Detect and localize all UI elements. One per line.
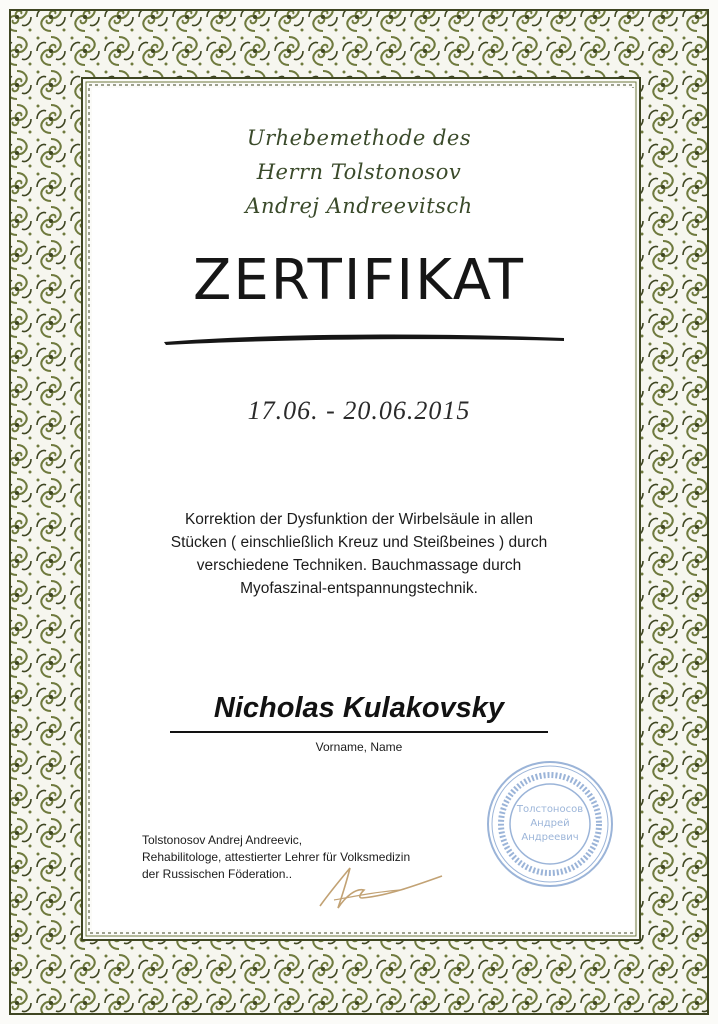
description-line: Korrektion der Dysfunktion der Wirbelsäule in allen: [184, 511, 534, 528]
header-line-2: Herrn Tolstonosov: [256, 160, 462, 184]
header-line-3: Andrej Andreevitsch: [245, 194, 473, 218]
stamp-text: Андреевич: [521, 832, 579, 843]
description-line: Myofaszinal-entspannungstechnik.: [240, 580, 478, 597]
recipient-name: Nicholas Kulakovsky: [213, 692, 505, 724]
stamp-text: Толстоносов: [516, 804, 584, 815]
issuer-line: Tolstonosov Andrej Andreevic,: [142, 833, 303, 847]
course-dates: 17.06. - 20.06.2015: [247, 396, 471, 425]
description-line: verschiedene Techniken. Bauchmassage durch: [196, 557, 522, 574]
title-underline: [160, 328, 568, 348]
signature: [316, 862, 446, 912]
issuer-line: Rehabilitologe, attestierter Lehrer für Volksmedizin: [142, 850, 411, 864]
official-stamp: [484, 758, 616, 890]
certificate-title: ZERTIFIKAT: [193, 248, 525, 313]
issuer-line: der Russischen Föderation..: [142, 867, 293, 881]
recipient-caption: Vorname, Name: [315, 740, 403, 754]
course-description: [140, 508, 578, 600]
stamp-text: Андрей: [530, 818, 570, 829]
description-line: Stücken ( einschließlich Kreuz und Steißbeines ) durch: [170, 534, 548, 551]
header-line-1: Urhebemethode des: [246, 126, 472, 150]
name-underline: [170, 731, 548, 733]
